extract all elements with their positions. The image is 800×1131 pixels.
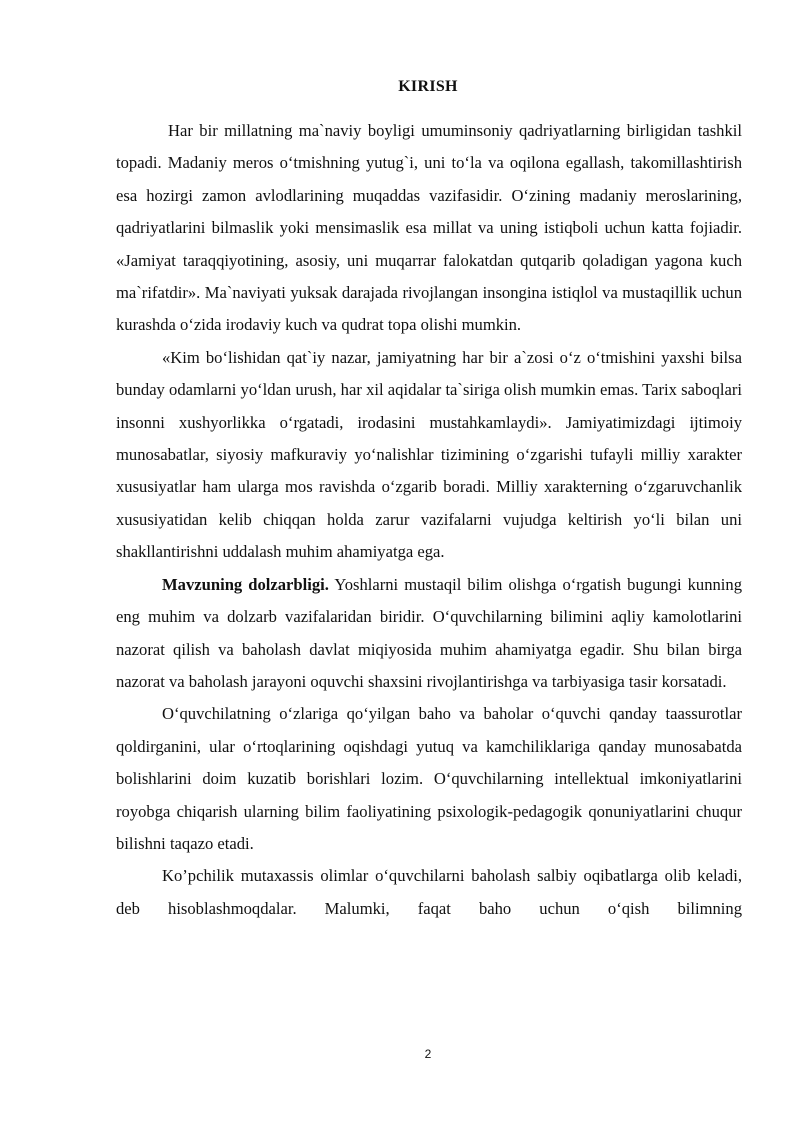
paragraph-2 <box>116 342 742 569</box>
paragraph-3-lead: Mavzuning dolzarbligi. <box>162 574 329 594</box>
body-text <box>116 115 742 925</box>
section-heading: KIRISH <box>398 78 458 95</box>
paragraph-2-text: «Kim bo‘lishidan qat`iy nazar, jamiyatning har bir a`zosi o‘z o‘tmishini yaxshi bilsa bunday odamlarni yo‘ldan urush, har xil aqidalar ta`siriga olish mumkin emas. Tarix saboqlari insonni xushyorlikka o‘rgatadi, irodasini mustahkamlaydi». Jamiyatimizdagi ijtimoiy munosabatlar, siyosiy mafkuraviy yo‘nalishlar tizimining o‘zgarishi tufayli milliy xarakter xususiyatlar ham ularga mos ravishda o‘zgarib boradi. Milliy xarakterning o‘zgaruvchanlik xususiyatidan kelib chiqqan holda zarur vazifalarni vujudga keltirish yo‘li bilan uni shakllantirishni uddalash muhim ahamiyatga ega. <box>116 347 742 562</box>
paragraph-3 <box>116 569 742 699</box>
paragraph-5-text: Ko’pchilik mutaxassis olimlar o‘quvchilarni baholash salbiy oqibatlarga olib keladi, deb hisoblashmoqdalar. Malumki, faqat baho uchun o‘qish bilimning <box>116 866 742 918</box>
paragraph-5 <box>116 860 742 925</box>
paragraph-4 <box>116 698 742 860</box>
paragraph-1-text: Har bir millatning ma`naviy boyligi umuminsoniy qadriyatlarning birligidan tashkil topadi. Madaniy meros o‘tmishning yutug`i, uni to‘la va oqilona egallash, takomillashtirish esa hozirgi zamon avlodlarining muqaddas vazifasidir. O‘zining madaniy meroslarining, qadriyatlarini bilmaslik yoki mensimaslik esa millat va uning istiqboli uchun katta fojiadir. «Jamiyat taraqqiyotining, asosiy, uni muqarrar falokatdan qutqarib qoladigan yagona kuch ma`rifatdir». Ma`naviyati yuksak darajada rivojlangan insongina istiqlol va mustaqillik uchun kurashda o‘zida irodaviy kuch va qudrat topa olishi mumkin. <box>116 121 742 335</box>
paragraph-1 <box>116 115 742 342</box>
paragraph-4-text: O‘quvchilatning o‘zlariga qo‘yilgan baho va baholar o‘quvchi qanday taassurotlar qoldirganini, ular o‘rtoqlarining oqishdagi yutuq va kamchiliklariga qanday munosabatda bolishlarini doim kuzatib borishlari lozim. O‘quvchilarning intellektual imkoniyatlarini royobga chiqarish ularning bilim faoliyatining psixologik-pedagogik qonuniyatlarini chuqur bilishni taqazo etadi. <box>116 704 742 853</box>
page-number: 2 <box>424 1047 432 1061</box>
paragraph-3-text: Yoshlarni mustaqil bilim olishga o‘rgatish bugungi kunning eng muhim va dolzarb vazifalaridan biridir. O‘quvchilarning bilimini aqliy kamolotlarini nazorat qilish va baholash davlat miqiyosida muhim ahamiyatga egadir. Shu bilan birga nazorat va baholash jarayoni oquvchi shaxsini rivojlantirishga va tarbiyasiga tasir korsatadi. <box>116 574 743 691</box>
